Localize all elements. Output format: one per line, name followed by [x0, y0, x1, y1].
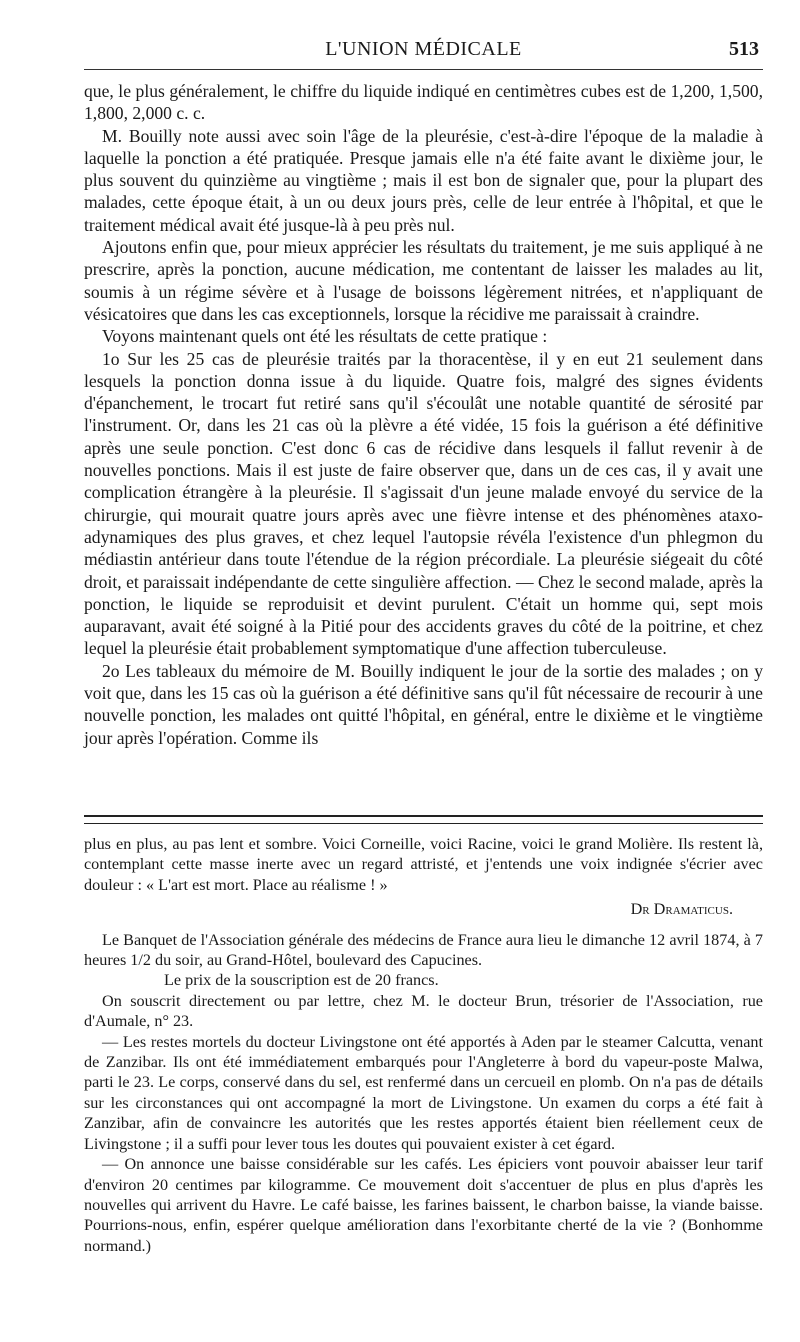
signature: Dr Dramaticus. [630, 900, 733, 919]
article-paragraph: Ajoutons enfin que, pour mieux apprécier les résultats du traitement, je me suis appliqué à ne prescrire, après la ponction, aucune médication, me contentant de laisser les malades au lit, soumis à un régime sévère et à l'usage de boissons légèrement nitrées, et n'appliquant de vésicatoires que dans les cas exceptionnels, lorsque la récidive me paraissait à craindre. [84, 237, 763, 324]
article-paragraph: 1o Sur les 25 cas de pleurésie traités par la thoracentèse, il y en eut 21 seulement dans lesquels la ponction donna issue à du liquide. Quatre fois, malgré des signes évidents d'épanchement, le trocart fut retiré sans qu'il s'écoulât une notable quantité de sérosité par l'instrument. Or, dans les 21 cas où la plèvre a été vidée, 15 fois la guérison a été définitive après une seule ponction. C'est donc 6 cas de récidive dans lesquels il fallut revenir à de nouvelles ponctions. Mais il est juste de faire observer que, dans un de ces cas, il y avait une complication étrangère à la pleurésie. Il s'agissait d'un jeune malade envoyé du service de la chirurgie, qui mourait quatre jours après avec une fièvre intense et des phénomènes ataxo-adynamiques des plus graves, et chez lequel l'autopsie révéla l'existence d'un phlegmon du médiastin antérieur dans toute l'étendue de la région précordiale. La pleurésie siégeait du côté droit, et paraissait indépendante de cette singulière affection. — Chez le second malade, après la ponction, le liquide se reproduisit et devint purulent. C'était un homme qui, sept mois auparavant, avait été soigné à la Pitié pour des accidents graves du côté de la poitrine, et chez lequel la pleurésie était probablement symptomatique d'une affection tuberculeuse. [84, 348, 763, 659]
page-number: 513 [729, 38, 759, 60]
banquet-notice: Le Banquet de l'Association générale des médecins de France aura lieu le dimanche 12 avril 1874, à 7 heures 1/2 du soir, au Grand-Hôtel, boulevard des Capucines. [84, 930, 763, 970]
article-paragraph: Voyons maintenant quels ont été les résultats de cette pratique : [102, 326, 548, 347]
journal-title: L'UNION MÉDICALE [325, 38, 522, 60]
price-notice: Le prix de la souscription est de 20 francs. [164, 971, 439, 990]
header-rule [84, 69, 763, 70]
page-header [84, 34, 763, 66]
livingstone-notice: — Les restes mortels du docteur Livingstone ont été apportés à Aden par le steamer Calcutta, venant de Zanzibar. Ils ont été immédiatement embarqués pour l'Angleterre à bord du vapeur-poste Malwa, parti le 23. Le corps, conservé dans du sel, est renfermé dans un cercueil en plomb. On n'a pas de détails sur les circonstances qui ont accompagné la mort de Livingstone. Un examen du corps a été fait à Zanzibar, afin de convaincre les autorités que les restes apportés étaient bien réellement ceux de Livingstone ; il a suffi pour lever tous les doutes qui pouvaient exister à cet égard. [84, 1032, 763, 1153]
main-article [84, 80, 763, 749]
feuilleton-divider [84, 815, 763, 824]
article-paragraph: 2o Les tableaux du mémoire de M. Bouilly indiquent le jour de la sortie des malades ; on y voit que, dans les 15 cas où la guérison a été définitive sans qu'il fût nécessaire de recourir à une nouvelle ponction, les malades ont quitté l'hôpital, en général, entre le dixième et le vingtième jour après l'opération. Comme ils [84, 660, 763, 748]
article-paragraph: que, le plus généralement, le chiffre du liquide indiqué en centimètres cubes est de 1,200, 1,500, 1,800, 2,000 c. c. [84, 81, 763, 124]
article-paragraph: M. Bouilly note aussi avec soin l'âge de la pleurésie, c'est-à-dire l'époque de la maladie à laquelle la ponction a été pratiquée. Presque jamais elle n'a été faite avant le dixième jour, le plus souvent du quinzième au vingtième ; mais il est bon de signaler que, pour la plupart des malades, cette époque était, à un ou deux jours près, celle de leur entrée à l'hôpital, et que le traitement médical avait été jusque-là à peu près nul. [84, 125, 763, 235]
cafes-notice: — On annonce une baisse considérable sur les cafés. Les épiciers vont pouvoir abaisser leur tarif d'environ 20 centimes par kilogramme. Ce mouvement doit s'accentuer de plus en plus d'après les nouvelles qui arrivent du Havre. Le café baisse, les farines baissent, le charbon baisse, la viande baisse. Pourrions-nous, enfin, espérer quelque amélioration dans l'exorbitante cherté de la vie ? (Bonhomme normand.) [84, 1155, 763, 1255]
subscription-notice: On souscrit directement ou par lettre, chez M. le docteur Brun, trésorier de l'Association, rue d'Aumale, n° 23. [84, 991, 763, 1031]
feuilleton-text: plus en plus, au pas lent et sombre. Voici Corneille, voici Racine, voici le grand Molière. Ils restent là, contemplant cette masse inerte avec un regard attristé, et j'entends une voix indignée s'écrier avec douleur : « L'art est mort. Place au réalisme ! » [84, 835, 763, 894]
spacer [84, 920, 763, 930]
feuilleton-section [84, 834, 763, 1256]
